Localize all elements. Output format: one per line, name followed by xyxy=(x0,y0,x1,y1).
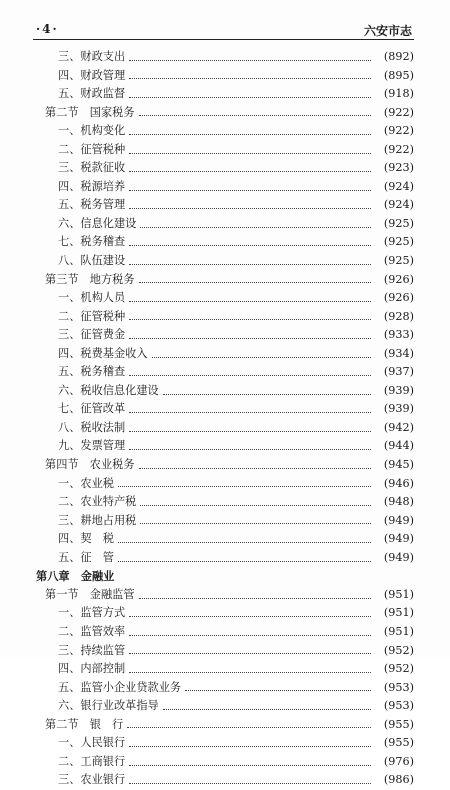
toc-entry-title: 三、税款征收 xyxy=(58,161,126,175)
toc-entry-item xyxy=(0,178,450,197)
toc-entry-chapter xyxy=(0,567,450,586)
toc-entry-item xyxy=(0,771,450,790)
toc-entry-page: (955) xyxy=(383,717,414,731)
toc-entry-item xyxy=(0,697,450,716)
dot-leader xyxy=(129,431,371,432)
toc-entry-item xyxy=(0,289,450,308)
dot-leader xyxy=(129,449,371,450)
toc-entry-item xyxy=(0,660,450,679)
toc-entry-title: 第二节 银 行 xyxy=(45,717,124,731)
dot-leader xyxy=(129,134,371,135)
dot-leader xyxy=(129,78,371,79)
toc-entry-item xyxy=(0,734,450,753)
toc-entry-item xyxy=(0,623,450,642)
toc-entry-page: (925) xyxy=(383,254,414,268)
toc-entry-title: 第八章 金融业 xyxy=(36,569,115,584)
dot-leader xyxy=(129,171,371,172)
toc-entry-title: 四、契 税 xyxy=(58,532,114,546)
dot-leader xyxy=(118,561,371,562)
dot-leader xyxy=(129,153,371,154)
dot-leader xyxy=(129,412,371,413)
dot-leader xyxy=(140,523,371,524)
dot-leader xyxy=(129,190,371,191)
toc-entry-title: 四、内部控制 xyxy=(58,662,126,676)
dot-leader xyxy=(139,282,371,283)
dot-leader xyxy=(163,394,371,395)
toc-entry-item xyxy=(0,141,450,160)
dot-leader xyxy=(129,635,371,636)
book-title: 六安市志 xyxy=(363,24,412,38)
dot-leader xyxy=(118,486,371,487)
dot-leader xyxy=(139,598,371,599)
toc-entry-section xyxy=(0,586,450,605)
toc-entry-page: (986) xyxy=(383,773,414,787)
toc-entry-title: 四、税源培养 xyxy=(58,179,126,193)
dot-leader xyxy=(129,653,371,654)
dot-leader xyxy=(129,264,371,265)
toc-entry-title: 第一节 金融监管 xyxy=(45,587,135,601)
toc-entry-item xyxy=(0,233,450,252)
dot-leader xyxy=(129,301,371,302)
toc-entry-item xyxy=(0,679,450,698)
toc-entry-item xyxy=(0,604,450,623)
dot-leader xyxy=(140,505,371,506)
toc-entry-title: 四、财政管理 xyxy=(58,68,126,82)
toc-entry-title: 一、机构变化 xyxy=(58,124,126,138)
toc-entry-title: 六、信息化建设 xyxy=(58,216,137,230)
toc-entry-page: (925) xyxy=(383,235,414,249)
toc-entry-item xyxy=(0,363,450,382)
dot-leader xyxy=(129,783,371,784)
toc-entry-title: 五、监管小企业贷款业务 xyxy=(58,680,182,694)
toc-entry-title: 一、人民银行 xyxy=(58,736,126,750)
dot-leader xyxy=(152,357,371,358)
dot-leader xyxy=(140,227,371,228)
toc-entry-section xyxy=(0,104,450,123)
toc-entry-page: (937) xyxy=(383,365,414,379)
toc-entry-page: (949) xyxy=(383,532,414,546)
toc-entry-page: (925) xyxy=(383,216,414,230)
toc-entry-title: 九、发票管理 xyxy=(58,439,126,453)
toc-entry-item xyxy=(0,345,450,364)
toc-entry-page: (895) xyxy=(383,68,414,82)
toc-entry-page: (949) xyxy=(383,513,414,527)
toc-entry-title: 三、财政支出 xyxy=(58,50,126,63)
toc-entry-title: 五、财政监督 xyxy=(58,87,126,101)
toc-entry-title: 八、税收法制 xyxy=(58,420,126,434)
toc-entry-item xyxy=(0,642,450,661)
dot-leader xyxy=(129,765,371,766)
toc-entry-section xyxy=(0,456,450,475)
toc-entry-page: (952) xyxy=(383,662,414,676)
toc-entry-item xyxy=(0,48,450,67)
toc-entry-item xyxy=(0,326,450,345)
dot-leader xyxy=(129,319,371,320)
page-number: ·4· xyxy=(36,22,59,36)
dot-leader xyxy=(129,60,371,61)
toc-entry-item xyxy=(0,512,450,531)
toc-entry-title: 第四节 农业税务 xyxy=(45,458,135,472)
toc-entry-title: 六、税收信息化建设 xyxy=(58,383,159,397)
toc-entry-title: 四、税费基金收入 xyxy=(58,346,148,360)
toc-entry-page: (926) xyxy=(383,272,414,286)
toc-entry-page: (922) xyxy=(383,142,414,156)
toc-entry-item xyxy=(0,159,450,178)
toc-entry-title: 一、机构人员 xyxy=(58,291,126,305)
toc-entry-page: (976) xyxy=(383,754,414,768)
toc-entry-page: (953) xyxy=(383,699,414,713)
toc-entry-page: (918) xyxy=(383,87,414,101)
dot-leader xyxy=(129,616,371,617)
toc-entry-item xyxy=(0,308,450,327)
toc-entry-page: (951) xyxy=(383,606,414,620)
toc-entry-title: 五、税务稽查 xyxy=(58,365,126,379)
toc-entry-item xyxy=(0,85,450,104)
toc-entry-item xyxy=(0,252,450,271)
dot-leader xyxy=(163,709,371,710)
dot-leader xyxy=(129,208,371,209)
toc-entry-page: (953) xyxy=(383,680,414,694)
toc-entry-item xyxy=(0,400,450,419)
toc-entry-item xyxy=(0,419,450,438)
toc-entry-title: 二、工商银行 xyxy=(58,754,126,768)
toc-entry-section xyxy=(0,716,450,735)
toc-entry-page: (955) xyxy=(383,736,414,750)
toc-entry-page: (952) xyxy=(383,643,414,657)
header-rule xyxy=(33,39,414,40)
toc-entry-page: (934) xyxy=(383,346,414,360)
toc-entry-title: 二、征管税种 xyxy=(58,142,126,156)
toc-entry-page: (949) xyxy=(383,550,414,564)
toc-entry-item xyxy=(0,67,450,86)
toc-entry-title: 二、监管效率 xyxy=(58,624,126,638)
toc-entry-page: (933) xyxy=(383,328,414,342)
toc-entry-title: 五、税务管理 xyxy=(58,198,126,212)
toc-entry-title: 一、监管方式 xyxy=(58,606,126,620)
toc-entry-page: (944) xyxy=(383,439,414,453)
toc-entry-title: 第三节 地方税务 xyxy=(45,272,135,286)
toc-entry-item xyxy=(0,122,450,141)
toc-entry-title: 三、农业银行 xyxy=(58,773,126,787)
toc-entry-page: (892) xyxy=(383,50,414,63)
toc-entry-page: (939) xyxy=(383,402,414,416)
table-of-contents xyxy=(0,48,450,790)
toc-entry-title: 三、耕地占用税 xyxy=(58,513,137,527)
dot-leader xyxy=(129,672,371,673)
toc-entry-page: (926) xyxy=(383,291,414,305)
toc-entry-title: 七、税务稽查 xyxy=(58,235,126,249)
dot-leader xyxy=(127,727,371,728)
toc-entry-page: (951) xyxy=(383,624,414,638)
dot-leader xyxy=(118,542,371,543)
toc-entry-item xyxy=(0,753,450,772)
toc-entry-page: (951) xyxy=(383,587,414,601)
toc-entry-item xyxy=(0,475,450,494)
toc-entry-page: (924) xyxy=(383,198,414,212)
toc-entry-title: 二、征管税种 xyxy=(58,309,126,323)
dot-leader xyxy=(139,115,371,116)
toc-entry-page: (922) xyxy=(383,105,414,119)
toc-entry-title: 一、农业税 xyxy=(58,476,114,490)
toc-entry-page: (928) xyxy=(383,309,414,323)
dot-leader xyxy=(129,97,371,98)
toc-entry-title: 第二节 国家税务 xyxy=(45,105,135,119)
toc-entry-item xyxy=(0,549,450,568)
toc-entry-page: (945) xyxy=(383,458,414,472)
toc-entry-page: (922) xyxy=(383,124,414,138)
toc-entry-title: 五、征 管 xyxy=(58,550,114,564)
toc-entry-title: 六、银行业改革指导 xyxy=(58,699,159,713)
toc-entry-title: 三、征管费金 xyxy=(58,328,126,342)
toc-entry-title: 八、队伍建设 xyxy=(58,254,126,268)
dot-leader xyxy=(139,468,371,469)
dot-leader xyxy=(129,338,371,339)
toc-entry-section xyxy=(0,271,450,290)
toc-entry-item xyxy=(0,196,450,215)
toc-entry-title: 二、农业特产税 xyxy=(58,495,137,509)
toc-entry-page: (946) xyxy=(383,476,414,490)
toc-entry-item xyxy=(0,493,450,512)
toc-entry-item xyxy=(0,382,450,401)
toc-entry-title: 七、征管改革 xyxy=(58,402,126,416)
toc-entry-title: 三、持续监管 xyxy=(58,643,126,657)
dot-leader xyxy=(129,245,371,246)
toc-entry-page: (948) xyxy=(383,495,414,509)
toc-entry-page: (939) xyxy=(383,383,414,397)
toc-entry-page: (942) xyxy=(383,420,414,434)
toc-entry-page: (923) xyxy=(383,161,414,175)
toc-entry-item xyxy=(0,437,450,456)
dot-leader xyxy=(129,375,371,376)
dot-leader xyxy=(185,690,371,691)
dot-leader xyxy=(129,746,371,747)
toc-entry-page: (924) xyxy=(383,179,414,193)
toc-entry-item xyxy=(0,215,450,234)
toc-entry-item xyxy=(0,530,450,549)
